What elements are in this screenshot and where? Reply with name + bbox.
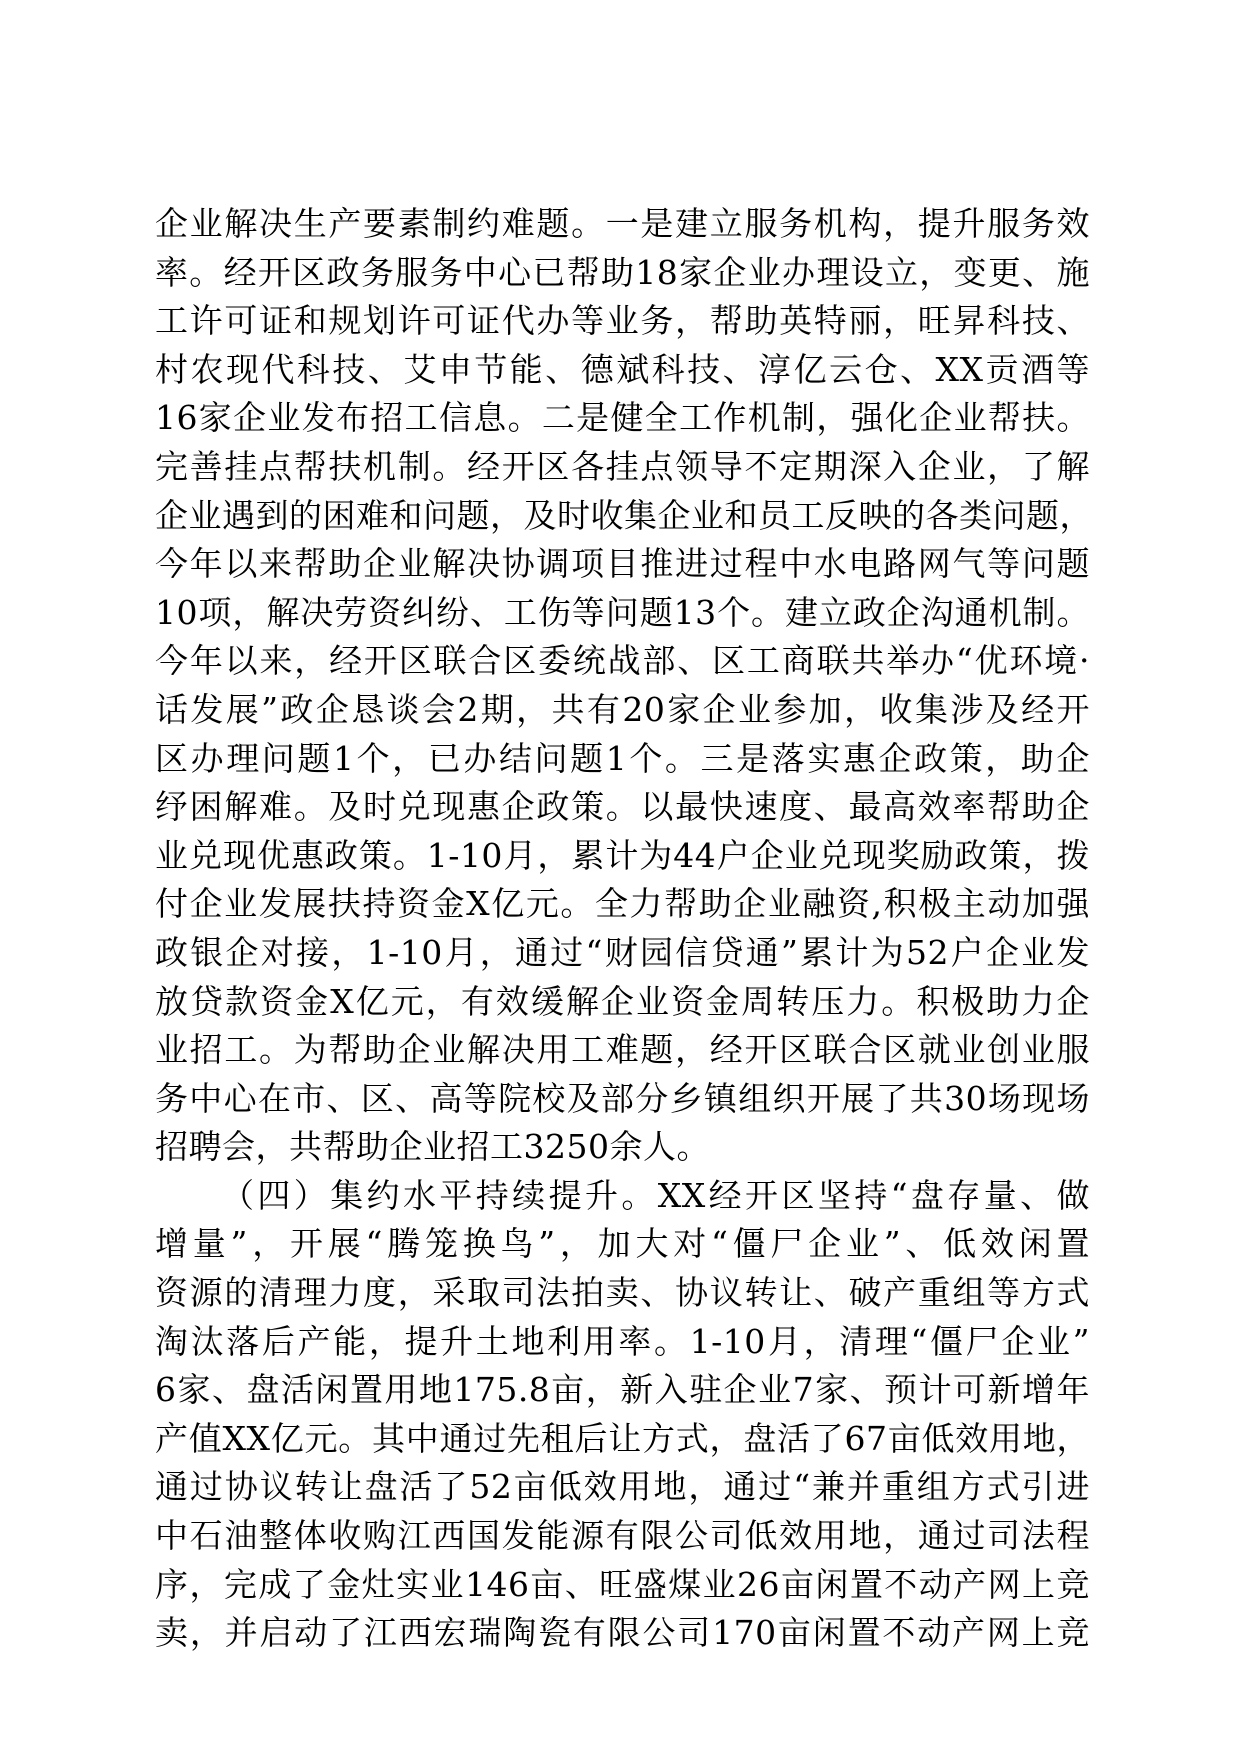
text-line: 区办理问题1个，已办结问题1个。三是落实惠企政策，助企 <box>155 738 1090 778</box>
text-line: 增量”，开展“腾笼换鸟”，加大对“僵尸企业”、低效闲置 <box>155 1224 1090 1264</box>
text-line: 10项，解决劳资纠纷、工伤等问题13个。建立政企沟通机制。 <box>155 592 1090 632</box>
text-line: 工许可证和规划许可证代办等业务，帮助英特丽，旺昇科技、 <box>155 301 1090 341</box>
text-line: 话发展”政企恳谈会2期，共有20家企业参加，收集涉及经开 <box>155 689 1090 729</box>
text-line: 业招工。为帮助企业解决用工难题，经开区联合区就业创业服 <box>155 1030 1090 1070</box>
text-line: 务中心在市、区、高等院校及部分乡镇组织开展了共30场现场 <box>155 1078 1090 1118</box>
text-line: 率。经开区政务服务中心已帮助18家企业办理设立，变更、施 <box>155 252 1090 292</box>
text-line: 付企业发展扶持资金X亿元。全力帮助企业融资,积极主动加强 <box>155 884 1090 924</box>
text-line: 卖，并启动了江西宏瑞陶瓷有限公司170亩闲置不动产网上竞 <box>155 1613 1090 1653</box>
text-line: 6家、盘活闲置用地175.8亩，新入驻企业7家、预计可新增年 <box>155 1370 1090 1410</box>
body-text <box>155 200 1093 1658</box>
text-line: 业兑现优惠政策。1-10月，累计为44户企业兑现奖励政策，拨 <box>155 835 1090 875</box>
text-line: 序，完成了金灶实业146亩、旺盛煤业26亩闲置不动产网上竞 <box>155 1564 1090 1604</box>
text-line: 通过协议转让盘活了52亩低效用地，通过“兼并重组方式引进 <box>155 1467 1090 1507</box>
text-line: 纾困解难。及时兑现惠企政策。以最快速度、最高效率帮助企 <box>155 787 1090 827</box>
text-line: 产值XX亿元。其中通过先租后让方式，盘活了67亩低效用地， <box>155 1418 1090 1458</box>
text-line: 完善挂点帮扶机制。经开区各挂点领导不定期深入企业，了解 <box>155 446 1090 486</box>
text-line: 放贷款资金X亿元，有效缓解企业资金周转压力。积极助力企 <box>155 981 1090 1021</box>
text-line: 今年以来，经开区联合区委统战部、区工商联共举办“优环境· <box>155 641 1090 681</box>
text-line: 资源的清理力度，采取司法拍卖、协议转让、破产重组等方式 <box>155 1273 1090 1313</box>
text-line: 今年以来帮助企业解决协调项目推进过程中水电路网气等问题 <box>155 544 1090 584</box>
text-line: 企业解决生产要素制约难题。一是建立服务机构，提升服务效 <box>155 204 1090 243</box>
text-line: 淘汰落后产能，提升土地利用率。1-10月，清理“僵尸企业” <box>155 1321 1090 1361</box>
text-line: 政银企对接，1-10月，通过“财园信贷通”累计为52户企业发 <box>155 932 1090 972</box>
text-line: 村农现代科技、艾申节能、德斌科技、淳亿云仓、XX贡酒等 <box>155 349 1090 389</box>
text-line: 中石油整体收购江西国发能源有限公司低效用地，通过司法程 <box>155 1516 1090 1556</box>
text-line: 企业遇到的困难和问题，及时收集企业和员工反映的各类问题， <box>155 495 1093 535</box>
paragraph-end-line: 招聘会，共帮助企业招工3250余人。 <box>155 1127 710 1167</box>
text-line: 16家企业发布招工信息。二是健全工作机制，强化企业帮扶。 <box>155 398 1090 438</box>
section-heading-line: （四）集约水平持续提升。XX经开区坚持“盘存量、做 <box>221 1175 1090 1215</box>
